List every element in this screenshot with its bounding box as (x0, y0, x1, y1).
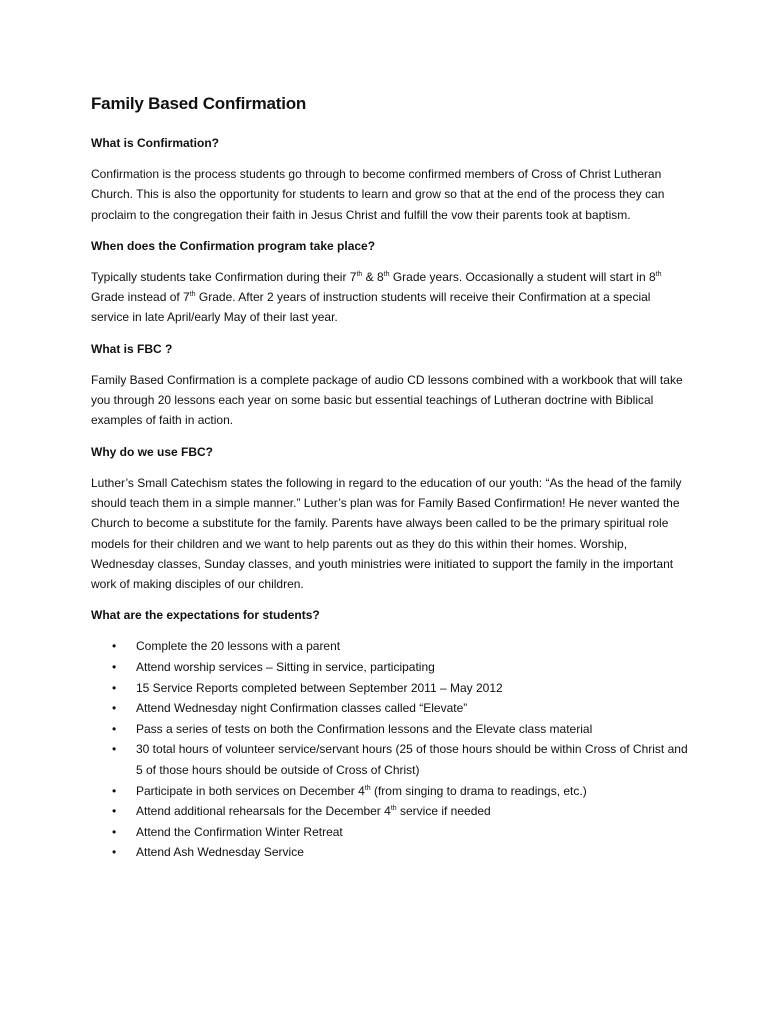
section-heading-when: When does the Confirmation program take place? (91, 238, 376, 253)
text-run: & 8 (362, 269, 384, 284)
list-item (91, 781, 691, 802)
superscript: th (356, 270, 363, 278)
list-item-text: Attend the Confirmation Winter Retreat (136, 824, 343, 839)
superscript: th (364, 784, 371, 792)
bullet-icon: • (112, 701, 117, 716)
list-item-text: Attend worship services – Sitting in service, participating (136, 660, 435, 675)
section-heading-why-fbc: Why do we use FBC? (91, 444, 214, 459)
superscript: th (655, 270, 662, 278)
bullet-icon: • (112, 639, 117, 654)
bullet-icon: • (112, 742, 117, 757)
section-heading-expectations: What are the expectations for students? (91, 608, 320, 623)
bullet-icon: • (112, 783, 117, 798)
bullet-icon: • (112, 721, 117, 736)
document-title: Family Based Confirmation (91, 94, 307, 113)
list-item-text: 15 Service Reports completed between September 2011 – May 2012 (136, 680, 503, 695)
list-item (91, 698, 691, 719)
list-item (91, 657, 691, 678)
bullet-icon: • (112, 845, 117, 860)
list-item-text: (from singing to drama to readings, etc.) (370, 783, 587, 798)
text-run: Grade years. Occasionally a student will start in 8 (389, 269, 656, 284)
section-heading-what-is-confirmation: What is Confirmation? (91, 136, 219, 150)
list-item-text: 30 total hours of volunteer service/servant hours (25 of those hours should be within Cross of Christ and 5 of those hours should be outside of Cross of Christ) (136, 742, 688, 778)
superscript: th (189, 291, 196, 299)
list-item (91, 842, 691, 863)
list-item (91, 719, 691, 740)
list-item (91, 801, 691, 822)
list-item (91, 739, 691, 780)
list-item (91, 636, 691, 657)
list-item-text: Attend Wednesday night Confirmation classes called “Elevate” (136, 701, 468, 716)
text-run: Grade instead of 7 (91, 290, 190, 305)
text-run: Typically students take Confirmation during their 7 (91, 269, 357, 284)
list-item-text: Attend Ash Wednesday Service (136, 845, 304, 860)
bullet-icon: • (112, 804, 117, 819)
section-heading-what-is-fbc: What is FBC ? (91, 341, 173, 356)
list-item-text: service if needed (396, 804, 491, 819)
paragraph-when (91, 267, 691, 328)
paragraph-what-is-fbc: Family Based Confirmation is a complete package of audio CD lessons combined with a workbook that will take you through 20 lessons each year on some basic but essential teachings of Lutheran doctrine with Biblical examples of faith in action. (91, 372, 683, 428)
list-item-text: Complete the 20 lessons with a parent (136, 639, 341, 654)
paragraph-what-is-confirmation: Confirmation is the process students go through to become confirmed members of Cross of Christ Lutheran Church. This is also the opportunity for students to learn and grow so that at the end of the process they can proclaim to the congregation their faith in Jesus Christ and fulfill the vow their parents took at baptism. (91, 167, 665, 222)
superscript: th (390, 805, 397, 813)
paragraph-why-fbc: Luther’s Small Catechism states the following in regard to the education of our youth: “As the head of the family should teach them in a simple manner.” Luther’s plan was for Family Based Confirmation! He never wanted the Church to become a substitute for the family. Parents have always been called to be the primary spiritual role models for their children and we want to help parents out as they do this within their homes. Worship, Wednesday classes, Sunday classes, and youth ministries were initiated to support the family in the important work of making disciples of our children. (91, 475, 682, 592)
list-item-text: Pass a series of tests on both the Confirmation lessons and the Elevate class material (136, 721, 593, 736)
superscript: th (383, 270, 390, 278)
bullet-icon: • (112, 680, 117, 695)
list-item (91, 678, 691, 699)
expectations-list (91, 636, 691, 863)
list-item-text: Attend additional rehearsals for the December 4 (136, 804, 391, 819)
list-item (91, 822, 691, 843)
document-page (91, 92, 691, 863)
list-item-text: Participate in both services on December 4 (136, 783, 365, 798)
text-run: Grade. After 2 years of instruction students will receive their Confirmation at a special service in late April/early May of their last year. (91, 290, 651, 325)
bullet-icon: • (112, 660, 117, 675)
bullet-icon: • (112, 824, 117, 839)
